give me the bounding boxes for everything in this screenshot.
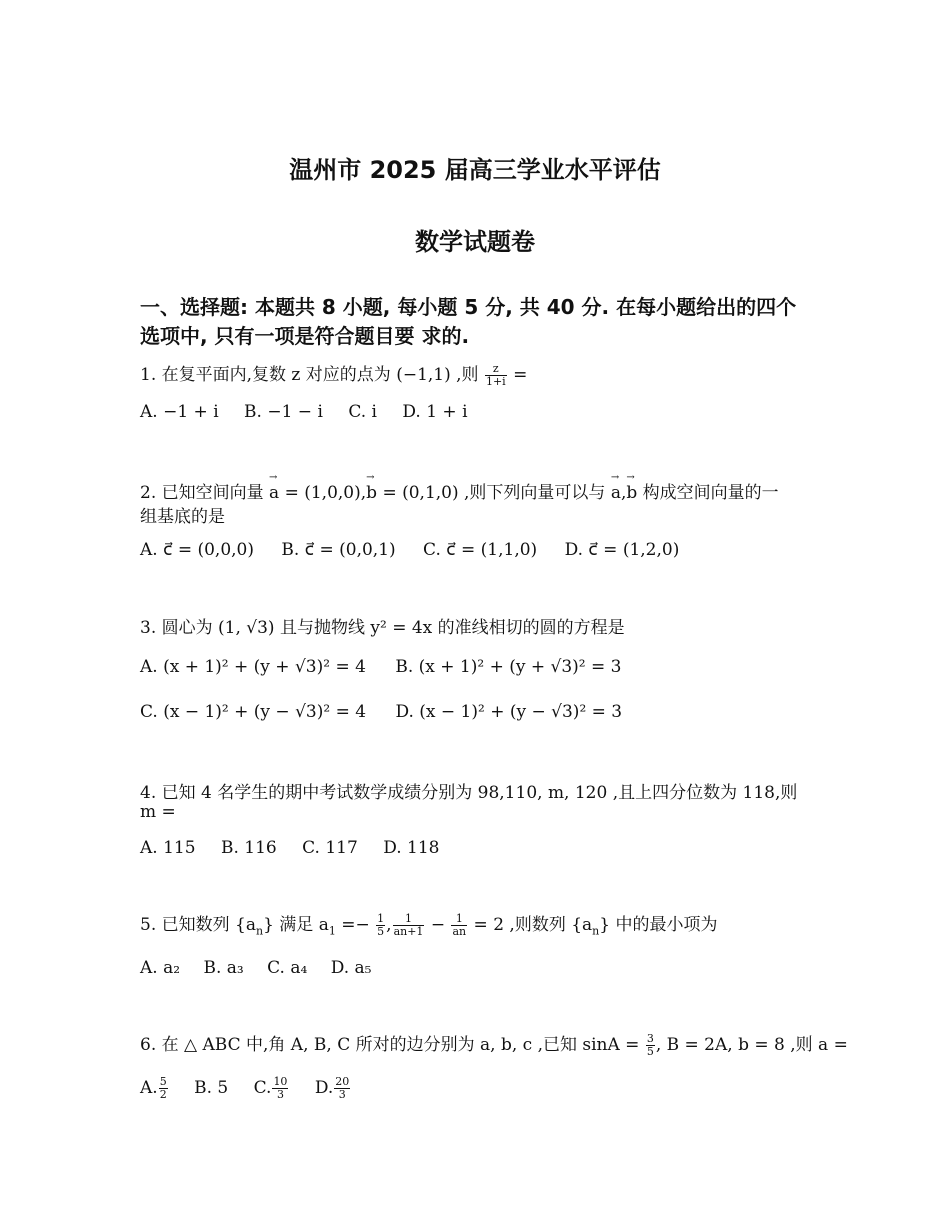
q6-opt-c-den: 3 — [276, 1088, 284, 1101]
section-heading-line2: 选项中, 只有一项是符合题目要 求的. — [140, 324, 470, 348]
q6-opt-d-num: 20 — [335, 1075, 350, 1088]
q2-option-c: C. c⃗ = (1,1,0) — [423, 540, 538, 560]
q5-option-a: A. a₂ — [140, 958, 181, 978]
q5-sub-n-2: n — [592, 924, 600, 938]
q1-stem-text: 1. 在复平面内,复数 z 对应的点为 (−1,1) ,则 — [140, 365, 479, 385]
vector-a-2: → a — [611, 483, 621, 503]
q1-frac-num: z — [485, 363, 507, 376]
question-3-options-row2 — [140, 702, 642, 722]
q6-opt-d-label: D. — [314, 1078, 334, 1098]
question-1-stem — [140, 360, 527, 388]
page-subtitle: 数学试题卷 — [415, 228, 535, 256]
q2-comma: , — [620, 483, 627, 503]
question-1-options — [140, 402, 488, 422]
q2-text-d: 构成空间向量的一 — [637, 483, 779, 503]
question-2-options — [140, 540, 699, 560]
page-title: 温州市 2025 届高三学业水平评估 — [289, 156, 661, 184]
q5-f1-den: 5 — [377, 925, 385, 938]
question-3-options-row1 — [140, 657, 641, 677]
q6-f-den: 5 — [646, 1045, 654, 1058]
q2-text-a: 2. 已知空间向量 — [140, 483, 270, 503]
q1-stem-end: = — [513, 365, 528, 385]
q5-fraction-2 — [393, 913, 425, 938]
q1-fraction — [485, 363, 507, 388]
q2-text-c: = (0,1,0) ,则下列向量可以与 — [377, 483, 611, 503]
q4-option-a: A. 115 — [140, 838, 196, 858]
q2-option-a: A. c⃗ = (0,0,0) — [140, 540, 255, 560]
q1-option-a: A. −1 + i — [140, 402, 219, 422]
q5-f2-num: 1 — [393, 913, 425, 926]
q5-sub-n: n — [255, 924, 264, 938]
q3-option-d: D. (x − 1)² + (y − √3)² = 3 — [395, 702, 623, 722]
vector-a: → a — [269, 483, 279, 503]
q1-option-c: C. i — [348, 402, 377, 422]
q6-text-b: , B = 2A, b = 8 ,则 a = — [655, 1035, 848, 1055]
question-3-stem: 3. 圆心为 (1, √3) 且与抛物线 y² = 4x 的准线相切的圆的方程是 — [140, 618, 625, 638]
q5-f3-den: an — [452, 925, 467, 938]
q6-opt-a-frac — [159, 1076, 168, 1101]
q3-option-a: A. (x + 1)² + (y + √3)² = 4 — [140, 657, 366, 677]
q1-frac-den: 1+i — [485, 375, 506, 388]
question-5-stem — [140, 910, 718, 938]
q4-option-c: C. 117 — [302, 838, 358, 858]
q6-option-a — [140, 1076, 169, 1101]
q1-option-d: D. 1 + i — [402, 402, 468, 422]
q6-fraction — [646, 1033, 655, 1058]
q5-minus: − — [425, 915, 451, 935]
question-5-options — [140, 958, 392, 978]
q5-text-d: = 2 ,则数列 {a — [468, 915, 593, 935]
q5-comma: , — [386, 915, 392, 935]
q5-option-c: C. a₄ — [267, 958, 308, 978]
q5-option-d: D. a₅ — [330, 958, 372, 978]
q5-sub-1: 1 — [328, 924, 336, 938]
q5-text-e: } 中的最小项为 — [599, 915, 718, 935]
q6-option-c — [254, 1076, 290, 1101]
q2-option-d: D. c⃗ = (1,2,0) — [564, 540, 680, 560]
question-4-stem-line1: 4. 已知 4 名学生的期中考试数学成绩分别为 98,110, m, 120 ,且上四分位数为 118,则 — [140, 783, 798, 803]
q6-opt-c-frac — [272, 1076, 288, 1101]
q6-f-num: 3 — [646, 1032, 654, 1045]
q3-option-c: C. (x − 1)² + (y − √3)² = 4 — [140, 702, 367, 722]
question-6-options — [140, 1076, 371, 1101]
question-4-stem-line2: m = — [140, 802, 176, 822]
q6-option-d — [315, 1076, 351, 1101]
question-4-options — [140, 838, 459, 858]
q4-option-d: D. 118 — [383, 838, 440, 858]
q5-f2-den: an+1 — [393, 925, 424, 938]
q3-option-b: B. (x + 1)² + (y + √3)² = 3 — [395, 657, 622, 677]
q5-fraction-1 — [376, 913, 385, 938]
vector-b-2: → b — [626, 483, 637, 503]
question-2-stem-line2: 组基底的是 — [140, 507, 225, 527]
question-6-stem — [140, 1030, 848, 1058]
q2-text-b: = (1,0,0), — [279, 483, 367, 503]
vector-b: → b — [366, 483, 377, 503]
q5-fraction-3 — [451, 913, 467, 938]
q5-f3-num: 1 — [451, 913, 467, 926]
q5-f1-num: 1 — [377, 912, 385, 925]
q6-opt-d-den: 3 — [338, 1088, 346, 1101]
q5-option-b: B. a₃ — [203, 958, 244, 978]
section-heading-line1: 一、选择题: 本题共 8 小题, 每小题 5 分, 共 40 分. 在每小题给出的四个 — [140, 295, 797, 319]
q4-option-b: B. 116 — [220, 838, 277, 858]
q6-opt-c-label: C. — [253, 1078, 272, 1098]
q6-option-b: B. 5 — [194, 1078, 229, 1098]
q5-text-b: } 满足 a — [263, 915, 329, 935]
q5-text-a: 5. 已知数列 {a — [140, 915, 256, 935]
q6-text-a: 6. 在 △ ABC 中,角 A, B, C 所对的边分别为 a, b, c ,已知 sinA = — [140, 1035, 640, 1055]
question-2-stem-line1 — [140, 478, 779, 503]
q6-opt-c-num: 10 — [273, 1075, 288, 1088]
q6-opt-d-frac — [334, 1076, 350, 1101]
q1-option-b: B. −1 − i — [244, 402, 323, 422]
q6-opt-a-label: A. — [140, 1078, 158, 1098]
q5-text-c: =− — [335, 915, 370, 935]
q6-opt-a-num: 5 — [159, 1075, 167, 1088]
q6-opt-a-den: 2 — [159, 1088, 167, 1101]
q2-option-b: B. c⃗ = (0,0,1) — [281, 540, 396, 560]
